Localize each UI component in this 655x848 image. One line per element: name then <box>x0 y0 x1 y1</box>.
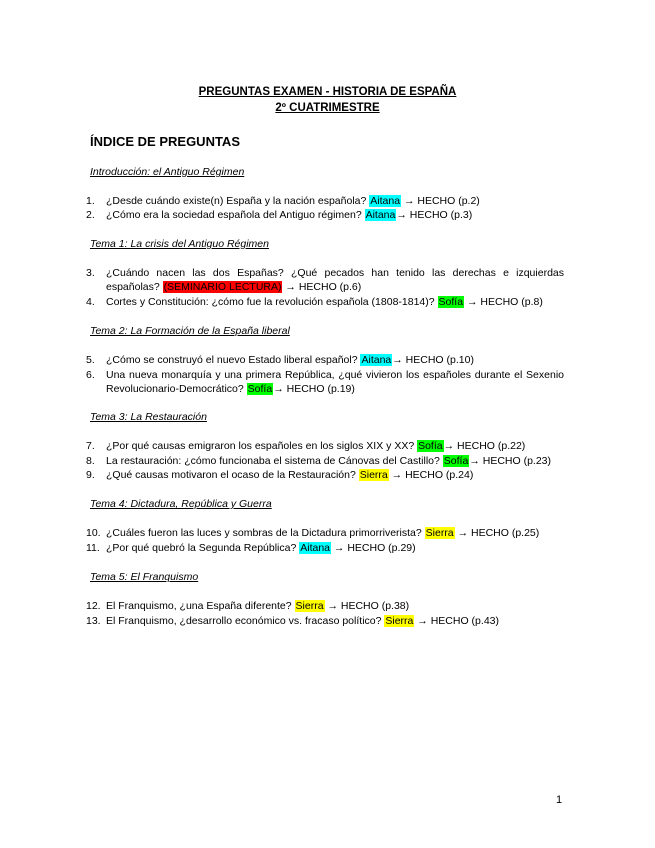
assignee-highlight: Aitana <box>370 195 401 207</box>
question-text: ¿Desde cuándo existe(n) España y la nación española? <box>106 195 367 207</box>
question-number: 7. <box>86 440 95 452</box>
question-number: 1. <box>86 195 95 207</box>
question-item <box>86 368 564 396</box>
question-number: 3. <box>86 267 95 279</box>
question-item <box>86 266 564 294</box>
question-item <box>86 526 564 540</box>
question-item <box>86 454 564 468</box>
section-title: Tema 3: La Restauración <box>90 411 207 423</box>
question-number: 9. <box>86 469 95 481</box>
question-number: 12. <box>86 600 101 612</box>
question-text: ¿Qué causas motivaron el ocaso de la Restauración? <box>106 469 356 481</box>
question-item <box>86 468 564 482</box>
status-text: → HECHO (p.2) <box>401 195 480 207</box>
document-subtitle: 2º CUATRIMESTRE <box>275 102 380 114</box>
section-title: Tema 2: La Formación de la España liberal <box>90 325 290 337</box>
status-text: → HECHO (p.8) <box>464 296 543 308</box>
status-text: → HECHO (p.24) <box>388 469 474 481</box>
assignee-highlight: Sierra <box>425 527 454 539</box>
question-text: ¿Por qué causas emigraron los españoles en los siglos XIX y XX? <box>106 440 415 452</box>
question-text: ¿Cómo era la sociedad española del Antiguo régimen? <box>106 209 362 221</box>
question-item <box>86 353 564 367</box>
section-title: Tema 1: La crisis del Antiguo Régimen <box>90 238 269 250</box>
assignee-highlight: Aitana <box>361 354 392 366</box>
status-text: → HECHO (p.22) <box>443 440 526 452</box>
question-item <box>86 541 564 555</box>
assignee-highlight: Sofía <box>247 383 273 395</box>
question-text: Cortes y Constitución: ¿cómo fue la revolución española (1808-1814)? <box>106 296 435 308</box>
assignee-highlight: Sofía <box>418 440 443 452</box>
assignee-highlight: Aitana <box>365 209 396 221</box>
question-item <box>86 295 564 309</box>
status-text: → HECHO (p.29) <box>331 542 416 554</box>
assignee-highlight: (SEMINARIO LECTURA) <box>163 281 282 293</box>
index-heading: ÍNDICE DE PREGUNTAS <box>90 134 240 149</box>
question-text: ¿Cómo se construyó el nuevo Estado liberal español? <box>106 354 358 366</box>
question-number: 11. <box>86 542 100 554</box>
assignee-highlight: Sofía <box>438 296 464 308</box>
question-text: ¿Por qué quebró la Segunda República? <box>106 542 297 554</box>
assignee-highlight: Aitana <box>300 542 331 554</box>
question-text: ¿Cuándo nacen las dos Españas? ¿Qué pecados han tenido las derechas e izquierdas españolas? <box>106 267 564 293</box>
assignee-highlight: Sierra <box>359 469 388 481</box>
question-number: 5. <box>86 354 95 366</box>
question-item <box>86 208 564 222</box>
document-title: PREGUNTAS EXAMEN - HISTORIA DE ESPAÑA <box>198 86 457 98</box>
question-item <box>86 614 564 628</box>
status-text: → HECHO (p.23) <box>469 455 551 467</box>
assignee-highlight: Sofía <box>443 455 469 467</box>
status-text: → HECHO (p.25) <box>454 527 540 539</box>
question-number: 6. <box>86 369 95 381</box>
page-number: 1 <box>556 794 563 806</box>
assignee-highlight: Sierra <box>295 600 324 612</box>
section-title: Introducción: el Antiguo Régimen <box>90 166 245 178</box>
question-number: 2. <box>86 209 95 221</box>
status-text: → HECHO (p.10) <box>392 354 474 366</box>
question-number: 13. <box>86 615 101 627</box>
question-number: 8. <box>86 455 95 467</box>
question-text: La restauración: ¿cómo funcionaba el sistema de Cánovas del Castillo? <box>106 455 440 467</box>
question-text: ¿Cuáles fueron las luces y sombras de la Dictadura primorriverista? <box>106 527 422 539</box>
status-text: → HECHO (p.19) <box>273 383 355 395</box>
section-title: Tema 5: El Franquismo <box>90 571 199 583</box>
question-text: El Franquismo, ¿desarrollo económico vs. fracaso político? <box>106 615 382 627</box>
assignee-highlight: Sierra <box>385 615 414 627</box>
status-text: → HECHO (p.3) <box>396 209 473 221</box>
section-title: Tema 4: Dictadura, República y Guerra <box>90 498 272 510</box>
question-number: 4. <box>86 296 95 308</box>
status-text: → HECHO (p.6) <box>282 281 362 293</box>
question-text: El Franquismo, ¿una España diferente? <box>106 600 295 612</box>
question-text: Una nueva monarquía y una primera República, ¿qué vivieron los españoles durante el Sexenio Revolucionario-Democrático? <box>106 369 564 395</box>
question-number: 10. <box>86 527 101 539</box>
question-item <box>86 599 564 613</box>
status-text: → HECHO (p.43) <box>414 615 499 627</box>
question-item <box>86 194 564 208</box>
question-item <box>86 439 564 453</box>
status-text: → HECHO (p.38) <box>324 600 410 612</box>
